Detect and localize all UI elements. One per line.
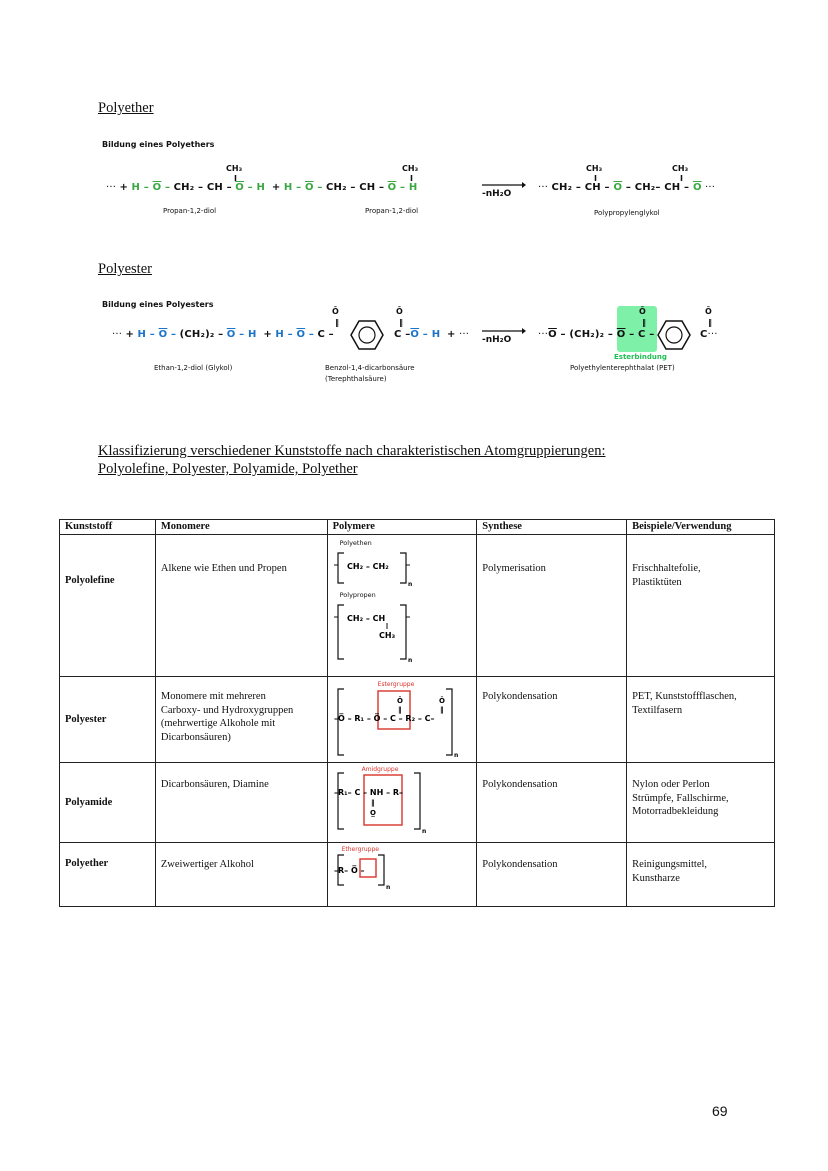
polyether-subheading: Bildung eines Polyethers (102, 140, 215, 149)
table-header: Kunststoff (60, 520, 156, 535)
svg-text:‖: ‖ (370, 799, 375, 807)
plastic-name: Polyolefine (60, 535, 156, 677)
classification-table (59, 519, 775, 907)
svg-text:n: n (385, 884, 390, 891)
svg-text:n: n (407, 581, 412, 587)
bond-line: I (594, 174, 597, 183)
ch3-label: CH₃ (402, 164, 419, 173)
polymer-label: Estergruppe (377, 681, 415, 688)
table-header: Beispiele/Verwendung (627, 520, 775, 535)
polyether-product: ··· CH₂ – CH – O – CH₂– CH – O ··· (538, 182, 716, 193)
polypropen-structure-icon (334, 601, 414, 665)
monomers-cell: Dicarbonsäuren, Diamine (155, 763, 327, 843)
polyester-product-end: C··· (700, 329, 718, 340)
polyether-structure-icon (334, 853, 394, 893)
bond-line: I (410, 174, 413, 183)
reactant1-label: Propan-1,2-diol (163, 207, 217, 215)
examples-cell: Frischhaltefolie, Plastiktüten (627, 535, 775, 677)
svg-text:Ō: Ō (438, 697, 445, 705)
table-row (60, 843, 775, 907)
svg-text:n: n (407, 657, 412, 664)
polyester-equation: ··· + H – O – (CH₂)₂ – O – H + H – O – C – (112, 329, 334, 340)
examples-cell: PET, Kunststoffflaschen, Textilfasern (627, 677, 775, 763)
polyester-product: ···O – (CH₂)₂ – O – C – (538, 329, 655, 340)
plastic-name: Polyether (60, 843, 156, 907)
ch3-label: CH₃ (586, 164, 603, 173)
synthesis-cell: Polymerisation (477, 535, 627, 677)
ch3-label: CH₃ (672, 164, 689, 173)
page-number: 69 (712, 1103, 728, 1119)
carbonyl-o: Ō (396, 307, 403, 316)
classification-heading: Klassifizierung verschiedener Kunststoffe nach charakteristischen Atomgruppierungen: (98, 443, 606, 459)
reactant2-label: Propan-1,2-diol (365, 207, 419, 215)
polymer-cell (327, 535, 477, 677)
svg-text:n: n (421, 828, 426, 835)
ch3-label: CH₃ (226, 164, 243, 173)
table-header-row (60, 520, 775, 535)
reactant1-label: Ethan-1,2-diol (Glykol) (154, 364, 233, 372)
carbonyl-o: Ō (332, 307, 339, 316)
svg-text:–O̅ – R₁ – O̅ – C – R₂ – C–: –O̅ – R₁ – O̅ – C – R₂ – C– (333, 714, 435, 723)
polyamide-structure-icon (334, 771, 434, 837)
svg-text:CH₂ – CH: CH₂ – CH (346, 614, 385, 623)
polyester-equation-right: C –O – H + ··· (394, 329, 470, 340)
plastic-name: Polyester (60, 677, 156, 763)
table-row (60, 535, 775, 677)
monomers-cell: Alkene wie Ethen und Propen (155, 535, 327, 677)
polymer-cell (327, 843, 477, 907)
table-row (60, 677, 775, 763)
svg-text:O̲: O̲ (369, 809, 376, 817)
svg-text:Ō: Ō (396, 697, 403, 705)
polymer-cell (327, 763, 477, 843)
plastic-name: Polyamide (60, 763, 156, 843)
benzene-ring-icon (350, 319, 384, 351)
svg-text:CH₂ – CH₂: CH₂ – CH₂ (346, 562, 389, 571)
esterbindung-label: Esterbindung (614, 353, 667, 361)
polyester-heading: Polyester (98, 261, 152, 277)
water-elimination: -nH₂O (482, 189, 512, 199)
benzene-ring-icon (657, 319, 691, 351)
polymer-label: Polypropen (339, 591, 376, 599)
reactant2-label-sub: (Terephthalsäure) (325, 375, 387, 383)
svg-text:–R₁– C – NH – R–: –R₁– C – NH – R– (333, 788, 403, 797)
product-label: Polyethylenterephthalat (PET) (570, 364, 675, 372)
carbonyl-o: Ō (639, 307, 646, 316)
polyester-subheading: Bildung eines Polyesters (102, 300, 214, 309)
polymer-label: Polyethen (339, 539, 372, 547)
svg-text:‖: ‖ (439, 706, 444, 714)
bond-line: I (680, 174, 683, 183)
synthesis-cell: Polykondensation (477, 843, 627, 907)
polyethen-structure-icon (334, 549, 414, 587)
double-bond: ‖ (642, 318, 646, 327)
table-header: Polymere (327, 520, 477, 535)
table-header: Monomere (155, 520, 327, 535)
monomers-cell: Zweiwertiger Alkohol (155, 843, 327, 907)
carbonyl-o: Ō (705, 307, 712, 316)
synthesis-cell: Polykondensation (477, 677, 627, 763)
product-label: Polypropylenglykol (594, 209, 660, 217)
water-elimination: -nH₂O (482, 335, 512, 345)
classification-heading-2: Polyolefine, Polyester, Polyamide, Polyether (98, 461, 358, 477)
double-bond: ‖ (335, 318, 339, 327)
svg-text:n: n (453, 752, 458, 759)
polyester-structure-icon (334, 687, 464, 759)
polymer-cell (327, 677, 477, 763)
reactant2-label: Benzol-1,4-dicarbonsäure (325, 364, 415, 372)
examples-cell: Nylon oder Perlon Strümpfe, Fallschirme, Motorradbekleidung (627, 763, 775, 843)
double-bond: ‖ (399, 318, 403, 327)
svg-text:‖: ‖ (397, 706, 402, 714)
svg-text:CH₃: CH₃ (378, 631, 395, 640)
polyether-equation: ··· + H – O – CH₂ – CH – O – H + H – O – CH₂ – CH – O – H (106, 182, 418, 193)
monomers-cell: Monomere mit mehreren Carboxy- und Hydroxygruppen (mehrwertige Alkohole mit Dicarbonsäuren) (155, 677, 327, 763)
double-bond: ‖ (708, 318, 712, 327)
bond-line: I (234, 174, 237, 183)
polyether-heading: Polyether (98, 100, 154, 116)
table-row (60, 763, 775, 843)
table-header: Synthese (477, 520, 627, 535)
synthesis-cell: Polykondensation (477, 763, 627, 843)
examples-cell: Reinigungsmittel, Kunstharze (627, 843, 775, 907)
polymer-label: Amidgruppe (361, 766, 399, 773)
svg-text:–R– O̅ –: –R– O̅ – (333, 866, 365, 875)
polymer-label: Ethergruppe (341, 846, 379, 853)
